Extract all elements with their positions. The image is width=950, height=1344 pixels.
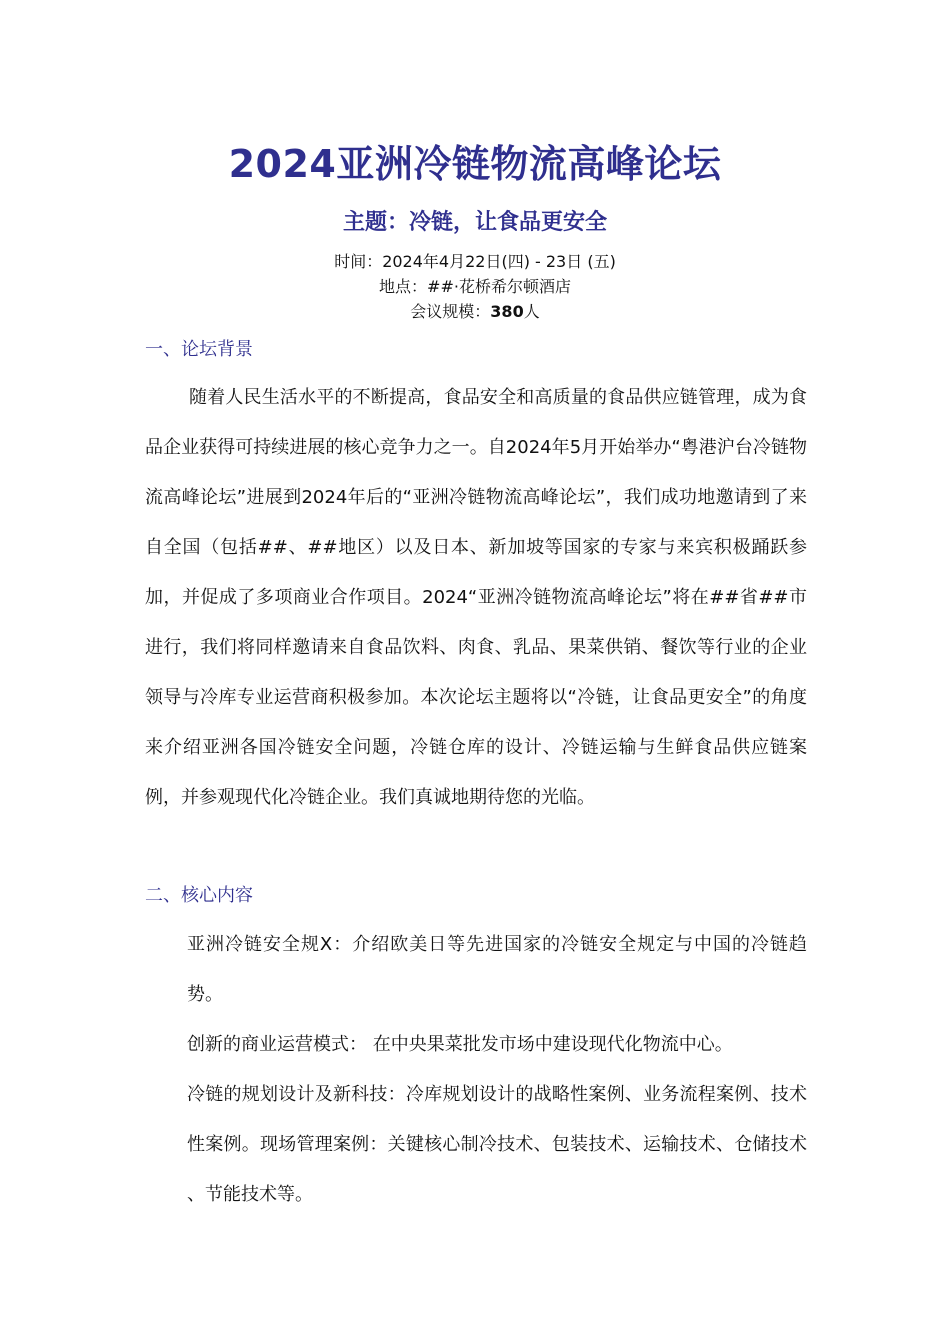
page-subtitle: 主题：冷链，让食品更安全 [342, 210, 607, 235]
meta-scale-label: 会议规模： [410, 302, 491, 321]
background-paragraph: 随着人民生活水平的不断提高，食品安全和高质量的食品供应链管理，成为食品企业获得可持续进展的核心竞争力之一。自2024年5月开始举办“粤港沪台冷链物流高峰论坛”进展到2024年后的“亚洲冷链物流高峰论坛”，我们成功地邀请到了来自全国（包括##、##地区）以及日本、新加坡等国家的专家与来宾积极踊跃参加，并促成了多项商业合作项目。2024“亚洲冷链物流高峰论坛”将在##省##市进行，我们将同样邀请来自食品饮料、肉食、乳品、果菜供销、餐饮等行业的企业领导与冷库专业运营商积极参加。本次论坛主题将以“冷链，让食品更安全”的角度来介绍亚洲各国冷链安全问题，冷链仓库的设计、冷链运输与生鲜食品供应链案例，并参观现代化冷链企业。我们真诚地期待您的光临。 [145, 387, 807, 808]
page-title: 2024亚洲冷链物流高峰论坛 [228, 142, 722, 186]
meta-scale [0, 300, 950, 324]
meta-time: 时间：2024年4月22日(四) - 23日 (五) [334, 252, 616, 271]
core-content-item: 创新的商业运营模式： 在中央果菜批发市场中建设现代化物流中心。 [187, 1034, 733, 1055]
section-heading-core-content: 二、核心内容 [145, 885, 253, 906]
meta-scale-unit: 人 [523, 302, 540, 321]
section-heading-background: 一、论坛背景 [145, 339, 253, 360]
meta-scale-value: 380 [490, 302, 524, 321]
meta-place: 地点：##·花桥希尔顿酒店 [379, 277, 571, 296]
core-content-item: 亚洲冷链安全规X：介绍欧美日等先进国家的冷链安全规定与中国的冷链趋势。 [187, 934, 807, 1005]
core-content-item: 冷链的规划设计及新科技：冷库规划设计的战略性案例、业务流程案例、技术性案例。现场管理案例：关键核心制冷技术、包装技术、运输技术、仓储技术 、节能技术等。 [187, 1084, 807, 1205]
